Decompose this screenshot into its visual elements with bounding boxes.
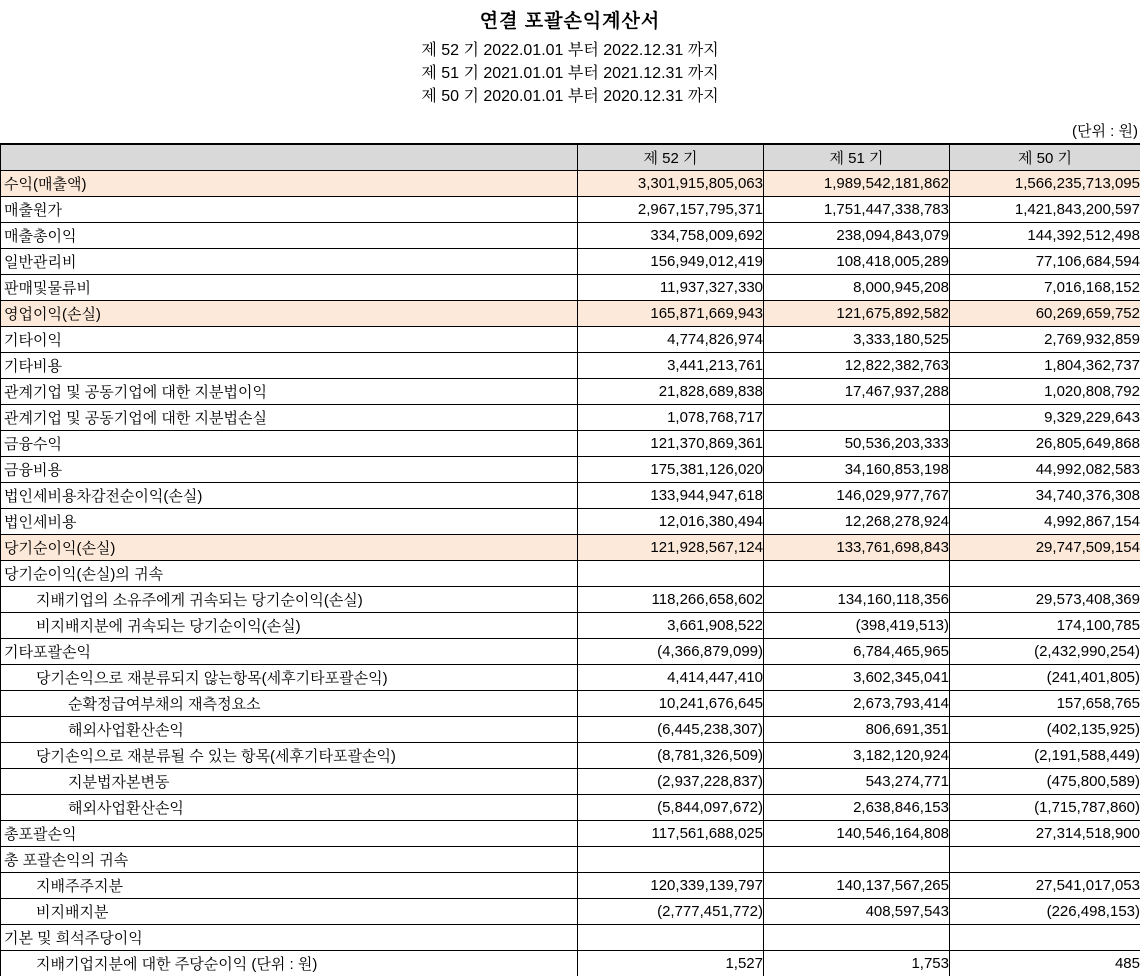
value-cell: 121,370,869,361	[578, 431, 764, 457]
value-cell: 3,333,180,525	[764, 327, 950, 353]
value-cell	[578, 561, 764, 587]
unit-note: (단위 : 원)	[1072, 123, 1138, 140]
value-cell: 140,546,164,808	[764, 821, 950, 847]
value-cell: 4,414,447,410	[578, 665, 764, 691]
table-row	[1, 457, 1140, 483]
value-cell: 120,339,139,797	[578, 873, 764, 899]
table-row	[1, 717, 1140, 743]
value-cell	[950, 925, 1140, 951]
value-cell: (398,419,513)	[764, 613, 950, 639]
value-cell	[578, 847, 764, 873]
table-row	[1, 197, 1140, 223]
value-cell: 21,828,689,838	[578, 379, 764, 405]
value-cell: 4,774,826,974	[578, 327, 764, 353]
table-row	[1, 925, 1140, 951]
value-cell: (6,445,238,307)	[578, 717, 764, 743]
value-cell: 806,691,351	[764, 717, 950, 743]
period-line: 제 51 기 2021.01.01 부터 2021.12.31 까지	[421, 65, 719, 82]
value-cell: 60,269,659,752	[950, 301, 1140, 327]
value-cell: 1,804,362,737	[950, 353, 1140, 379]
table-row	[1, 951, 1140, 976]
value-cell: 2,769,932,859	[950, 327, 1140, 353]
row-label: 비지배지분	[1, 899, 578, 925]
value-cell: 12,016,380,494	[578, 509, 764, 535]
value-cell: 12,822,382,763	[764, 353, 950, 379]
table-header-row	[1, 144, 1140, 171]
value-cell: 2,638,846,153	[764, 795, 950, 821]
value-cell: 12,268,278,924	[764, 509, 950, 535]
value-cell: (8,781,326,509)	[578, 743, 764, 769]
row-label: 금융비용	[1, 457, 578, 483]
table-row	[1, 821, 1140, 847]
table-row	[1, 405, 1140, 431]
value-cell: 1,020,808,792	[950, 379, 1140, 405]
row-label: 매출총이익	[1, 223, 578, 249]
column-header-period: 제 52 기	[578, 144, 764, 171]
row-label: 금융수익	[1, 431, 578, 457]
table-row	[1, 769, 1140, 795]
row-label: 기타비용	[1, 353, 578, 379]
table-row	[1, 613, 1140, 639]
value-cell: 334,758,009,692	[578, 223, 764, 249]
table-row	[1, 873, 1140, 899]
row-label: 법인세비용차감전순이익(손실)	[1, 483, 578, 509]
row-label: 일반관리비	[1, 249, 578, 275]
value-cell: 1,566,235,713,095	[950, 171, 1140, 197]
value-cell: 408,597,543	[764, 899, 950, 925]
table-row	[1, 249, 1140, 275]
value-cell: 50,536,203,333	[764, 431, 950, 457]
value-cell: 3,661,908,522	[578, 613, 764, 639]
value-cell: (226,498,153)	[950, 899, 1140, 925]
value-cell	[950, 561, 1140, 587]
table-row	[1, 691, 1140, 717]
table-row	[1, 379, 1140, 405]
table-row	[1, 171, 1140, 197]
value-cell: 485	[950, 951, 1140, 976]
row-label: 관계기업 및 공동기업에 대한 지분법이익	[1, 379, 578, 405]
row-label: 기타이익	[1, 327, 578, 353]
row-label: 기타포괄손익	[1, 639, 578, 665]
value-cell: 134,160,118,356	[764, 587, 950, 613]
value-cell	[578, 925, 764, 951]
table-row	[1, 587, 1140, 613]
value-cell	[764, 405, 950, 431]
income-statement-table	[0, 143, 1140, 976]
value-cell: 238,094,843,079	[764, 223, 950, 249]
value-cell: (2,937,228,837)	[578, 769, 764, 795]
value-cell: (5,844,097,672)	[578, 795, 764, 821]
value-cell: 121,675,892,582	[764, 301, 950, 327]
value-cell: 1,989,542,181,862	[764, 171, 950, 197]
row-label: 순확정급여부채의 재측정요소	[1, 691, 578, 717]
value-cell: (241,401,805)	[950, 665, 1140, 691]
value-cell: 27,541,017,053	[950, 873, 1140, 899]
table-row	[1, 223, 1140, 249]
table-row	[1, 275, 1140, 301]
value-cell: 3,441,213,761	[578, 353, 764, 379]
row-label: 총 포괄손익의 귀속	[1, 847, 578, 873]
value-cell: (2,777,451,772)	[578, 899, 764, 925]
value-cell: 2,673,793,414	[764, 691, 950, 717]
table-row	[1, 509, 1140, 535]
value-cell: 1,751,447,338,783	[764, 197, 950, 223]
row-label: 해외사업환산손익	[1, 795, 578, 821]
value-cell: (402,135,925)	[950, 717, 1140, 743]
value-cell: 1,753	[764, 951, 950, 976]
column-header-period: 제 50 기	[950, 144, 1140, 171]
value-cell: 108,418,005,289	[764, 249, 950, 275]
row-label: 해외사업환산손익	[1, 717, 578, 743]
value-cell: 175,381,126,020	[578, 457, 764, 483]
value-cell: 144,392,512,498	[950, 223, 1140, 249]
row-label: 매출원가	[1, 197, 578, 223]
value-cell: 140,137,567,265	[764, 873, 950, 899]
page-title: 연결 포괄손익계산서	[479, 11, 661, 32]
row-label: 지분법자본변동	[1, 769, 578, 795]
value-cell: 543,274,771	[764, 769, 950, 795]
table-row	[1, 483, 1140, 509]
row-label: 당기손익으로 재분류되지 않는항목(세후기타포괄손익)	[1, 665, 578, 691]
table-row	[1, 561, 1140, 587]
table-row	[1, 639, 1140, 665]
value-cell: 9,329,229,643	[950, 405, 1140, 431]
period-lines	[0, 39, 1140, 108]
table-row	[1, 353, 1140, 379]
row-label: 법인세비용	[1, 509, 578, 535]
table-row	[1, 535, 1140, 561]
table-row	[1, 431, 1140, 457]
value-cell: 77,106,684,594	[950, 249, 1140, 275]
value-cell: 27,314,518,900	[950, 821, 1140, 847]
value-cell: 3,602,345,041	[764, 665, 950, 691]
value-cell: (4,366,879,099)	[578, 639, 764, 665]
value-cell: (1,715,787,860)	[950, 795, 1140, 821]
value-cell: 11,937,327,330	[578, 275, 764, 301]
table-row	[1, 743, 1140, 769]
value-cell: 44,992,082,583	[950, 457, 1140, 483]
table-row	[1, 899, 1140, 925]
table-body	[1, 171, 1140, 976]
value-cell: 1,421,843,200,597	[950, 197, 1140, 223]
column-header-empty	[1, 144, 578, 171]
row-label: 지배기업의 소유주에게 귀속되는 당기순이익(손실)	[1, 587, 578, 613]
value-cell: (2,191,588,449)	[950, 743, 1140, 769]
row-label: 영업이익(손실)	[1, 301, 578, 327]
value-cell: 6,784,465,965	[764, 639, 950, 665]
value-cell: 1,527	[578, 951, 764, 976]
value-cell: 34,740,376,308	[950, 483, 1140, 509]
value-cell: 117,561,688,025	[578, 821, 764, 847]
row-label: 관계기업 및 공동기업에 대한 지분법손실	[1, 405, 578, 431]
row-label: 당기순이익(손실)	[1, 535, 578, 561]
value-cell: 34,160,853,198	[764, 457, 950, 483]
row-label: 총포괄손익	[1, 821, 578, 847]
row-label: 판매및물류비	[1, 275, 578, 301]
value-cell: 1,078,768,717	[578, 405, 764, 431]
value-cell: 165,871,669,943	[578, 301, 764, 327]
period-line: 제 52 기 2022.01.01 부터 2022.12.31 까지	[421, 42, 719, 59]
row-label: 비지배지분에 귀속되는 당기순이익(손실)	[1, 613, 578, 639]
value-cell: 29,747,509,154	[950, 535, 1140, 561]
value-cell: (475,800,589)	[950, 769, 1140, 795]
row-label: 당기순이익(손실)의 귀속	[1, 561, 578, 587]
row-label: 당기손익으로 재분류될 수 있는 항목(세후기타포괄손익)	[1, 743, 578, 769]
value-cell: 2,967,157,795,371	[578, 197, 764, 223]
table-row	[1, 327, 1140, 353]
value-cell: 4,992,867,154	[950, 509, 1140, 535]
value-cell	[764, 925, 950, 951]
column-header-period: 제 51 기	[764, 144, 950, 171]
table-header	[1, 144, 1140, 171]
value-cell: 8,000,945,208	[764, 275, 950, 301]
value-cell: 10,241,676,645	[578, 691, 764, 717]
value-cell: 133,761,698,843	[764, 535, 950, 561]
value-cell	[764, 847, 950, 873]
table-row	[1, 795, 1140, 821]
period-line: 제 50 기 2020.01.01 부터 2020.12.31 까지	[421, 88, 719, 105]
row-label: 수익(매출액)	[1, 171, 578, 197]
value-cell: 29,573,408,369	[950, 587, 1140, 613]
row-label: 지배기업지분에 대한 주당순이익 (단위 : 원)	[1, 951, 578, 976]
value-cell: 156,949,012,419	[578, 249, 764, 275]
value-cell: 26,805,649,868	[950, 431, 1140, 457]
value-cell: 17,467,937,288	[764, 379, 950, 405]
table-row	[1, 847, 1140, 873]
value-cell: 157,658,765	[950, 691, 1140, 717]
value-cell: 7,016,168,152	[950, 275, 1140, 301]
row-label: 기본 및 희석주당이익	[1, 925, 578, 951]
value-cell: (2,432,990,254)	[950, 639, 1140, 665]
value-cell: 118,266,658,602	[578, 587, 764, 613]
value-cell: 133,944,947,618	[578, 483, 764, 509]
row-label: 지배주주지분	[1, 873, 578, 899]
value-cell: 174,100,785	[950, 613, 1140, 639]
value-cell: 3,301,915,805,063	[578, 171, 764, 197]
value-cell: 3,182,120,924	[764, 743, 950, 769]
value-cell	[764, 561, 950, 587]
table-row	[1, 665, 1140, 691]
value-cell: 121,928,567,124	[578, 535, 764, 561]
table-row	[1, 301, 1140, 327]
value-cell	[950, 847, 1140, 873]
value-cell: 146,029,977,767	[764, 483, 950, 509]
